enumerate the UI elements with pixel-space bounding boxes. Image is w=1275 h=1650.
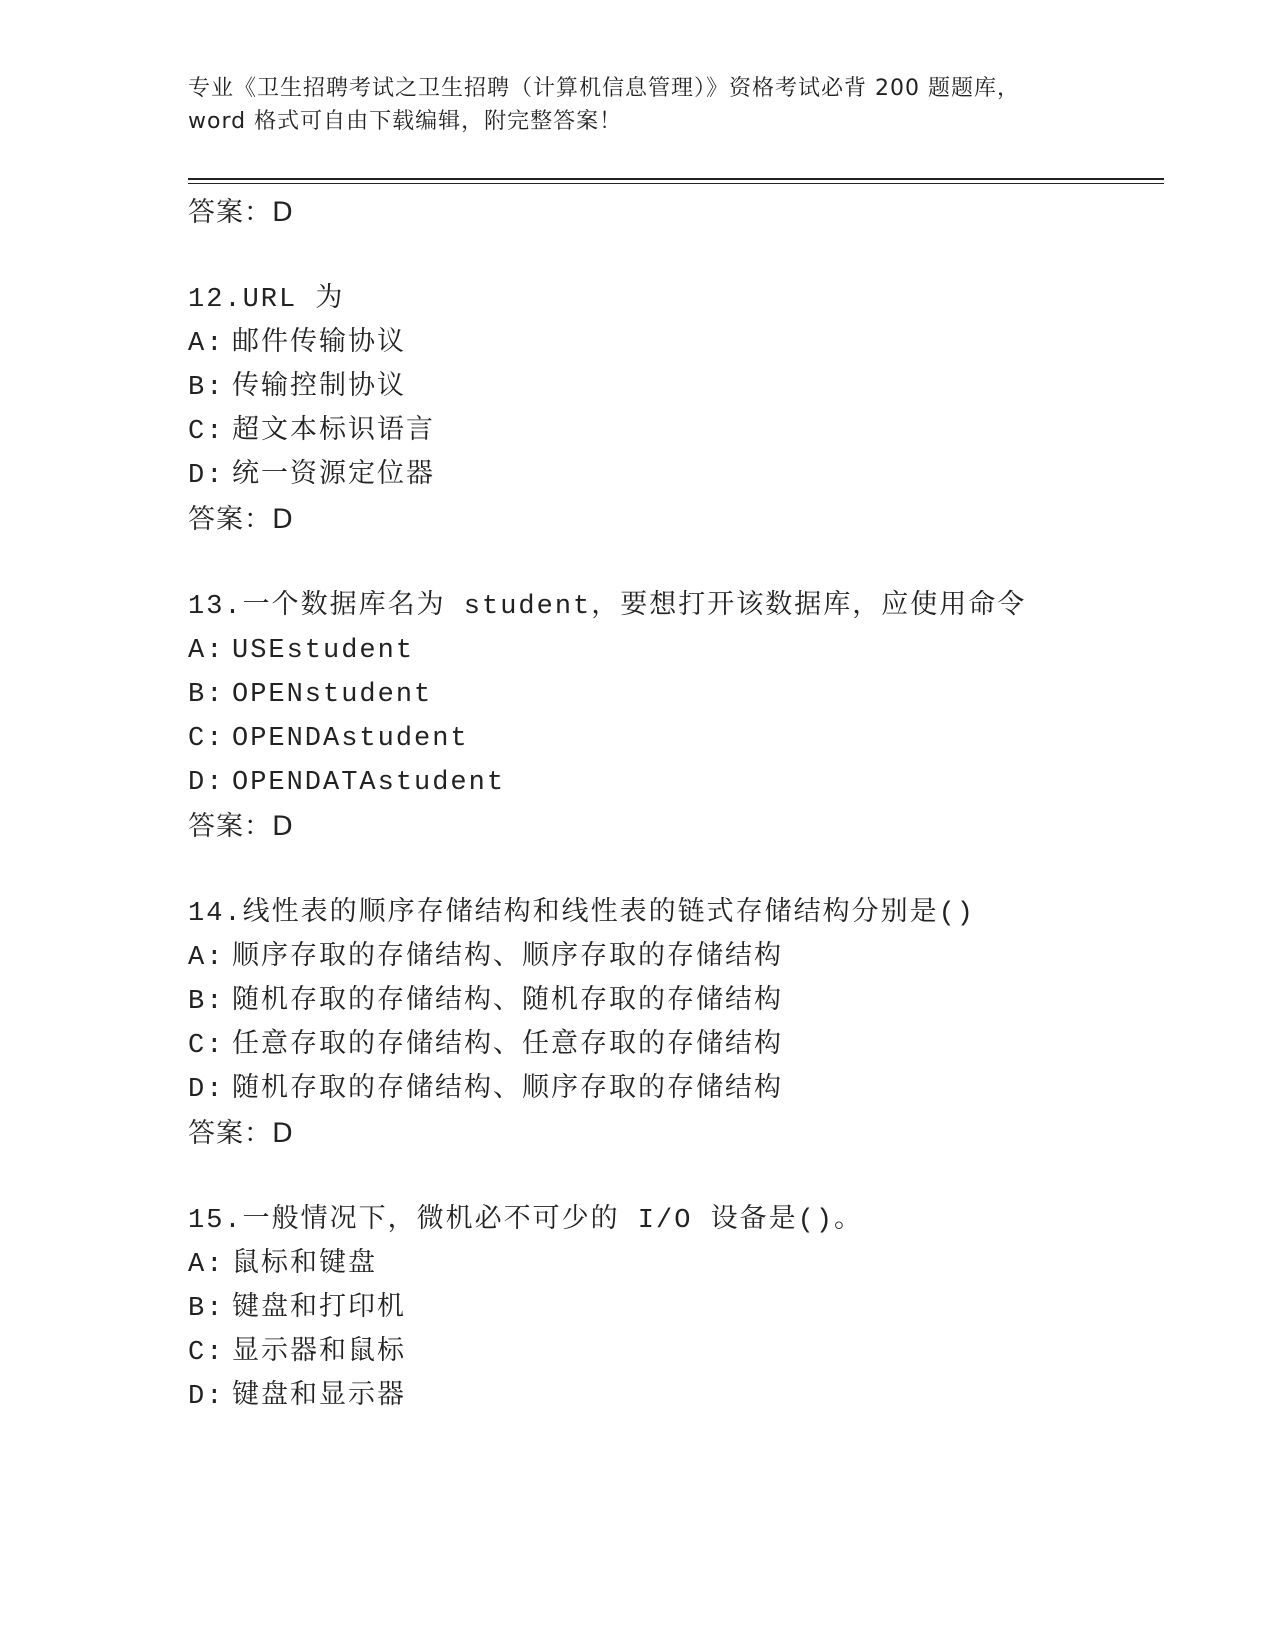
option-text: 超文本标识语言 bbox=[232, 417, 435, 447]
option-text: OPENstudent bbox=[232, 680, 433, 710]
header-line-1: 专业《卫生招聘考试之卫生招聘（计算机信息管理）》资格考试必背 200 题题库， bbox=[188, 76, 1020, 101]
option-text: 显示器和鼠标 bbox=[232, 1338, 406, 1368]
question-15-option-c bbox=[188, 1336, 406, 1370]
question-13-answer: 答案：D bbox=[188, 811, 294, 842]
question-12-option-d bbox=[188, 459, 435, 493]
question-12-option-c bbox=[188, 415, 435, 449]
question-12-stem: 12.URL 为 bbox=[188, 285, 345, 315]
option-text: 顺序存取的存储结构、顺序存取的存储结构 bbox=[232, 943, 783, 973]
option-label: C: bbox=[188, 724, 225, 754]
option-label: B: bbox=[188, 373, 225, 403]
option-label: D: bbox=[188, 461, 225, 491]
option-label: A: bbox=[188, 1250, 225, 1280]
question-14-option-b bbox=[188, 985, 783, 1019]
option-label: B: bbox=[188, 680, 225, 710]
option-text: 键盘和显示器 bbox=[232, 1382, 406, 1412]
option-text: OPENDAstudent bbox=[232, 724, 469, 754]
option-label: A: bbox=[188, 329, 225, 359]
option-label: B: bbox=[188, 987, 225, 1017]
question-12-option-a bbox=[188, 327, 406, 361]
option-text: 传输控制协议 bbox=[232, 373, 406, 403]
option-text: 随机存取的存储结构、顺序存取的存储结构 bbox=[232, 1075, 783, 1105]
question-14-option-a bbox=[188, 941, 783, 975]
question-13-option-a bbox=[188, 634, 414, 668]
option-text: 邮件传输协议 bbox=[232, 329, 406, 359]
header-divider-thick bbox=[188, 178, 1164, 180]
question-14-stem: 14.线性表的顺序存储结构和线性表的链式存储结构分别是() bbox=[188, 899, 976, 929]
option-text: 任意存取的存储结构、任意存取的存储结构 bbox=[232, 1031, 783, 1061]
question-12-answer: 答案：D bbox=[188, 504, 294, 535]
option-label: D: bbox=[188, 768, 225, 798]
option-label: D: bbox=[188, 1382, 225, 1412]
option-text: 随机存取的存储结构、随机存取的存储结构 bbox=[232, 987, 783, 1017]
question-15-stem: 15.一般情况下，微机必不可少的 I/O 设备是()。 bbox=[188, 1206, 864, 1236]
document-header bbox=[188, 72, 1088, 138]
answer-previous: 答案：D bbox=[188, 197, 294, 228]
question-13-stem: 13.一个数据库名为 student，要想打开该数据库，应使用命令 bbox=[188, 592, 1027, 622]
option-label: B: bbox=[188, 1294, 225, 1324]
option-text: OPENDATAstudent bbox=[232, 768, 506, 798]
option-label: C: bbox=[188, 1031, 225, 1061]
question-14-option-d bbox=[188, 1073, 783, 1107]
option-text: USEstudent bbox=[232, 636, 415, 666]
option-text: 统一资源定位器 bbox=[232, 461, 435, 491]
header-line-2: word 格式可自由下载编辑，附完整答案！ bbox=[188, 109, 623, 134]
option-label: D: bbox=[188, 1075, 225, 1105]
question-12-option-b bbox=[188, 371, 406, 405]
option-text: 鼠标和键盘 bbox=[232, 1250, 377, 1280]
option-label: C: bbox=[188, 1338, 225, 1368]
option-label: A: bbox=[188, 943, 225, 973]
question-14-answer: 答案：D bbox=[188, 1118, 294, 1149]
option-text: 键盘和打印机 bbox=[232, 1294, 406, 1324]
question-15-option-a bbox=[188, 1248, 377, 1282]
question-13-option-d bbox=[188, 766, 505, 800]
question-13-option-b bbox=[188, 678, 432, 712]
question-15-option-b bbox=[188, 1292, 406, 1326]
option-label: C: bbox=[188, 417, 225, 447]
question-15-option-d bbox=[188, 1380, 406, 1414]
header-divider-thin bbox=[188, 183, 1164, 184]
question-13-option-c bbox=[188, 722, 469, 756]
question-14-option-c bbox=[188, 1029, 783, 1063]
option-label: A: bbox=[188, 636, 225, 666]
